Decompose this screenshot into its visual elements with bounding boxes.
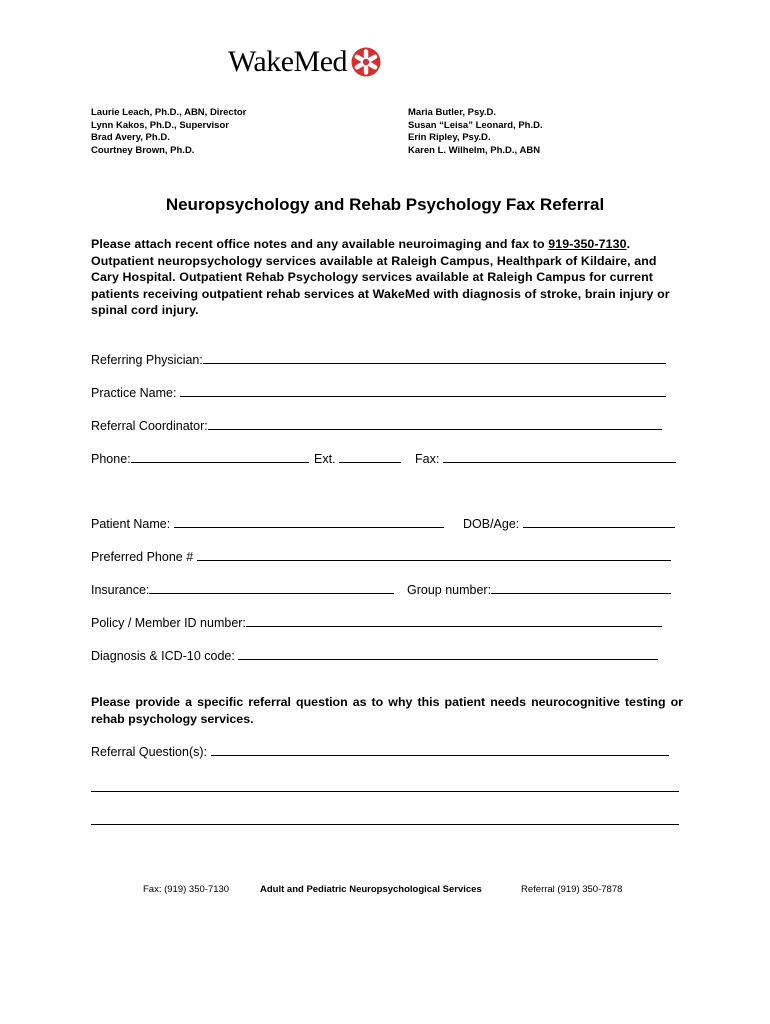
intro-text: Please attach recent office notes and any available neuroimaging and fax to (91, 237, 549, 251)
referring-physician-field[interactable] (91, 351, 666, 367)
field-label: DOB/Age: (463, 517, 520, 531)
field-label: Policy / Member ID number: (91, 616, 246, 630)
referral-question-field[interactable] (91, 743, 669, 759)
referral-coordinator-field[interactable] (91, 417, 662, 433)
fax-field[interactable] (415, 450, 676, 466)
field-label: Referral Coordinator: (91, 419, 208, 433)
wakemed-star-icon (351, 47, 381, 77)
staff-name: Maria Butler, Psy.D. (408, 107, 496, 118)
staff-name: Laurie Leach, Ph.D., ABN, Director (91, 107, 247, 118)
logo-text: WakeMed (228, 45, 348, 78)
field-label: Fax: (415, 452, 440, 466)
footer-department: Adult and Pediatric Neuropsychological Services (260, 884, 482, 895)
referral-question-line[interactable] (91, 824, 679, 825)
field-label: Practice Name: (91, 386, 177, 400)
phone-input[interactable] (131, 450, 309, 463)
policy-id-input[interactable] (246, 614, 662, 627)
insurance-input[interactable] (149, 581, 394, 594)
footer-fax: Fax: (919) 350-7130 (143, 884, 230, 895)
ext-input[interactable] (339, 450, 401, 463)
field-label: Preferred Phone # (91, 550, 194, 564)
practice-name-field[interactable] (91, 384, 666, 400)
patient-name-input[interactable] (174, 515, 444, 528)
intro-text: . Outpatient neuropsychology services available at Raleigh Campus, Healthpark of Kildaire, and Cary Hospital. Outpatient Rehab Psychology services available at Raleigh Campus for current patients receiving outpatient rehab services at WakeMed with diagnosis of stroke, brain injury or spinal cord injury. (91, 237, 670, 318)
preferred-phone-field[interactable] (91, 548, 671, 564)
staff-name: Brad Avery, Ph.D. (91, 132, 170, 143)
preferred-phone-input[interactable] (197, 548, 671, 561)
referral-coordinator-input[interactable] (208, 417, 662, 430)
staff-list-right (408, 107, 543, 157)
group-number-field[interactable] (407, 581, 671, 597)
patient-name-field[interactable] (91, 515, 444, 531)
field-label: Referral Question(s): (91, 745, 208, 759)
staff-name: Erin Ripley, Psy.D. (408, 132, 491, 143)
fax-input[interactable] (443, 450, 676, 463)
dob-field[interactable] (463, 515, 675, 531)
field-label: Ext. (314, 452, 336, 466)
field-label: Insurance: (91, 583, 150, 597)
field-label: Patient Name: (91, 517, 171, 531)
field-label: Diagnosis & ICD-10 code: (91, 649, 235, 663)
ext-field[interactable] (314, 450, 401, 466)
staff-list-left (91, 107, 246, 157)
staff-name: Susan “Leisa” Leonard, Ph.D. (408, 119, 543, 131)
field-label: Phone: (91, 452, 131, 466)
field-label: Group number: (407, 583, 492, 597)
staff-name: Courtney Brown, Ph.D. (91, 144, 195, 156)
insurance-field[interactable] (91, 581, 394, 597)
fax-number-link[interactable]: 919-350-7130 (548, 237, 627, 251)
diagnosis-field[interactable] (91, 647, 658, 663)
phone-field[interactable] (91, 450, 309, 466)
footer-referral-phone: Referral (919) 350-7878 (521, 884, 623, 895)
staff-name: Karen L. Wilhelm, Ph.D., ABN (408, 144, 541, 156)
wakemed-logo (228, 44, 381, 80)
dob-input[interactable] (523, 515, 675, 528)
field-label: Referring Physician: (91, 353, 203, 367)
form-title: Neuropsychology and Rehab Psychology Fax Referral (165, 195, 605, 214)
practice-name-input[interactable] (180, 384, 666, 397)
referring-physician-input[interactable] (203, 351, 666, 364)
policy-id-field[interactable] (91, 614, 662, 630)
referral-question-line[interactable] (91, 791, 679, 792)
intro-paragraph (91, 236, 683, 319)
referral-question-prompt: Please provide a specific referral question as to why this patient needs neurocognitive testing or rehab psychology services. (91, 695, 683, 726)
referral-question-input[interactable] (211, 743, 669, 756)
diagnosis-input[interactable] (238, 647, 658, 660)
group-number-input[interactable] (491, 581, 671, 594)
staff-name: Lynn Kakos, Ph.D., Supervisor (91, 119, 229, 131)
